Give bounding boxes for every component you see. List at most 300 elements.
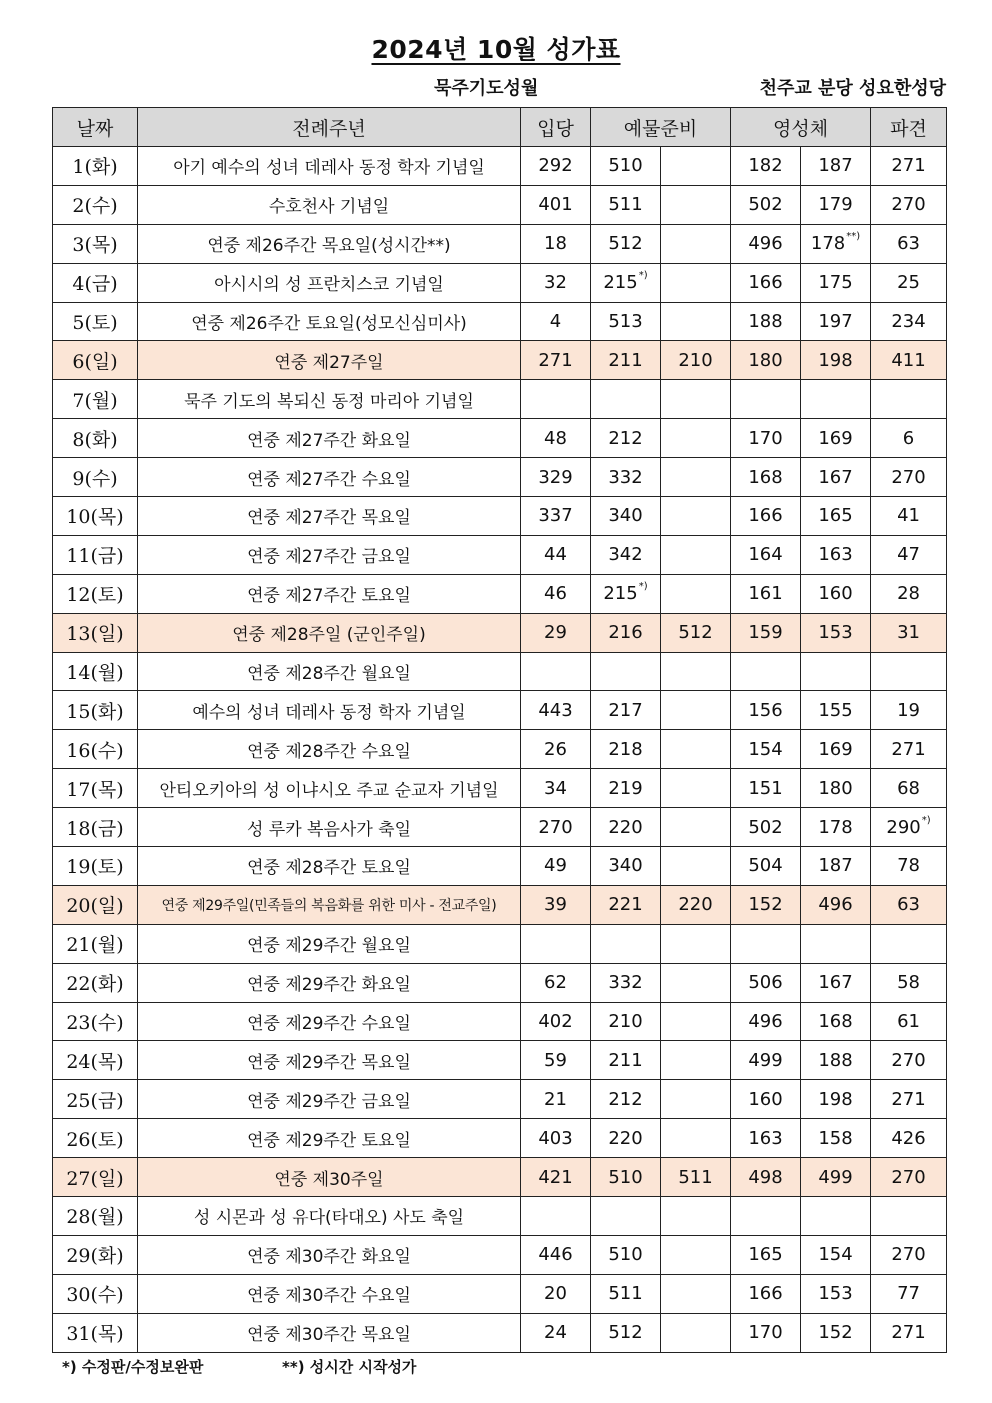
date-cell [53,535,138,574]
offertory-hymn-cell [591,1235,661,1274]
liturgy-value: 연중 제29주간 수요일 [247,1014,411,1035]
dismissal-hymn-cell [871,1158,947,1197]
communion-hymn-2-cell [801,1197,871,1236]
communion-hymn-value: 496 [748,1011,783,1033]
offertory-hymn-cell [591,458,661,497]
communion-hymn-value: 166 [748,272,783,294]
date-value: 10(목) [66,506,124,529]
communion-hymn-2-cell [801,924,871,963]
dismissal-hymn-value: 290 [886,816,921,838]
communion-hymn-2-value: 169 [818,427,853,449]
communion-hymn-value: 504 [748,855,783,877]
liturgy-value: 연중 제29주간 목요일 [247,1052,411,1073]
communion-hymn-cell [731,1041,801,1080]
offertory-hymn-cell [591,924,661,963]
entrance-hymn-value: 39 [544,894,567,916]
parish-name: 천주교 분당 성요한성당 [759,78,946,99]
communion-hymn-2-cell [801,808,871,847]
offertory-hymn-cell [591,380,661,419]
dismissal-hymn-cell [871,1002,947,1041]
offertory-hymn-value: 511 [608,194,643,216]
liturgy-value: 연중 제28주간 수요일 [247,741,411,762]
communion-hymn-2-cell [801,613,871,652]
dismissal-hymn-cell [871,380,947,419]
offertory-hymn-value: 211 [608,349,643,371]
footnote-revised: *) 수정판/수정보완판 [62,1358,204,1376]
date-value: 18(금) [66,817,124,840]
communion-hymn-2-cell [801,1158,871,1197]
liturgy-value: 연중 제27주간 토요일 [247,586,411,607]
liturgy-cell [138,574,521,613]
communion-hymn-cell [731,1158,801,1197]
communion-hymn-2-cell [801,1119,871,1158]
offertory-hymn-cell [591,263,661,302]
entrance-hymn-cell [521,652,591,691]
dismissal-hymn-value: 28 [897,583,920,605]
offertory-hymn-value: 513 [608,311,643,332]
entrance-hymn-value: 46 [544,583,567,605]
communion-hymn-2-value: 197 [818,311,853,332]
offertory-hymn-2-cell [661,1197,731,1236]
table-row [53,185,947,224]
communion-hymn-2-cell [801,574,871,613]
communion-hymn-cell [731,1235,801,1274]
date-value: 8(화) [72,428,118,451]
dismissal-hymn-cell [871,1313,947,1352]
offertory-hymn-2-cell [661,1158,731,1197]
date-value: 28(월) [66,1206,124,1229]
date-value: 22(화) [66,973,124,996]
liturgy-cell [138,341,521,380]
communion-hymn-2-value: 198 [818,349,853,371]
entrance-hymn-value: 48 [544,427,567,449]
header-entrance: 입당 [521,108,591,147]
communion-hymn-2-value: 160 [818,583,853,605]
communion-hymn-cell [731,1002,801,1041]
liturgy-cell [138,730,521,769]
header-offertory: 예물준비 [591,108,731,147]
title-text: 2024년 10월 성가표 [371,35,621,64]
entrance-hymn-cell [521,1235,591,1274]
offertory-hymn-cell [591,419,661,458]
table-row [53,224,947,263]
date-cell [53,574,138,613]
dismissal-hymn-value: 270 [891,1049,926,1071]
communion-hymn-cell [731,691,801,730]
entrance-hymn-value: 271 [538,349,573,371]
liturgy-cell [138,263,521,302]
offertory-hymn-2-cell [661,924,731,963]
date-value: 9(수) [72,467,118,490]
liturgy-cell [138,924,521,963]
offertory-hymn-value: 220 [608,816,643,838]
date-cell [53,185,138,224]
offertory-hymn-2-cell [661,847,731,886]
offertory-hymn-cell [591,1041,661,1080]
date-cell [53,847,138,886]
liturgy-value: 연중 제28주간 월요일 [247,664,411,685]
communion-hymn-2-cell [801,769,871,808]
communion-hymn-2-cell [801,885,871,924]
date-cell [53,1041,138,1080]
offertory-hymn-2-cell [661,147,731,186]
table-row [53,769,947,808]
offertory-hymn-value: 332 [608,466,643,488]
entrance-hymn-value: 29 [544,622,567,644]
footnote-mark: *) [921,814,931,826]
date-value: 21(월) [66,934,124,957]
liturgy-value: 연중 제26주간 토요일(성모신심미사) [191,314,467,334]
communion-hymn-2-cell [801,963,871,1002]
date-value: 23(수) [66,1012,124,1035]
offertory-hymn-2-cell [661,535,731,574]
liturgy-cell [138,1235,521,1274]
communion-hymn-2-value: 188 [818,1049,853,1071]
dismissal-hymn-cell [871,1041,947,1080]
date-cell [53,147,138,186]
dismissal-hymn-cell [871,808,947,847]
dismissal-hymn-value: 77 [897,1283,920,1305]
communion-hymn-2-cell [801,730,871,769]
liturgy-value: 연중 제30주일 [274,1169,384,1190]
table-row [53,1041,947,1080]
communion-hymn-2-value: 175 [818,272,853,294]
date-cell [53,885,138,924]
table-row [53,808,947,847]
dismissal-hymn-value: 6 [902,427,915,449]
liturgy-cell [138,1080,521,1119]
liturgy-value: 연중 제29주간 화요일 [247,975,411,996]
entrance-hymn-value: 34 [544,777,567,799]
date-cell [53,458,138,497]
communion-hymn-2-cell [801,497,871,536]
offertory-hymn-cell [591,1274,661,1313]
entrance-hymn-cell [521,1080,591,1119]
communion-hymn-2-cell [801,341,871,380]
communion-hymn-2-cell [801,263,871,302]
offertory-hymn-2-value: 512 [678,622,713,644]
liturgy-cell [138,458,521,497]
offertory-hymn-cell [591,885,661,924]
communion-hymn-2-cell [801,185,871,224]
offertory-hymn-value: 219 [608,777,643,799]
entrance-hymn-value: 270 [538,816,573,838]
date-cell [53,224,138,263]
entrance-hymn-value: 337 [538,505,573,527]
dismissal-hymn-value: 68 [897,777,920,799]
date-value: 27(일) [66,1167,124,1190]
entrance-hymn-value: 401 [538,194,573,216]
communion-hymn-value: 159 [748,622,783,644]
offertory-hymn-2-cell [661,380,731,419]
offertory-hymn-cell [591,769,661,808]
communion-hymn-cell [731,380,801,419]
communion-hymn-cell [731,1313,801,1352]
communion-hymn-2-value: 167 [818,466,853,488]
entrance-hymn-cell [521,924,591,963]
dismissal-hymn-value: 270 [891,1166,926,1188]
communion-hymn-value: 499 [748,1049,783,1071]
offertory-hymn-cell [591,730,661,769]
offertory-hymn-2-cell [661,224,731,263]
entrance-hymn-value: 21 [544,1088,567,1110]
entrance-hymn-cell [521,769,591,808]
communion-hymn-2-cell [801,224,871,263]
liturgy-value: 예수의 성녀 데레사 동정 학자 기념일 [192,702,466,723]
offertory-hymn-cell [591,1080,661,1119]
offertory-hymn-2-cell [661,1313,731,1352]
table-row [53,574,947,613]
communion-hymn-2-cell [801,147,871,186]
dismissal-hymn-cell [871,613,947,652]
table-row [53,885,947,924]
communion-hymn-cell [731,185,801,224]
dismissal-hymn-value: 271 [891,1322,926,1344]
liturgy-value: 연중 제29주간 토요일 [247,1130,411,1151]
communion-hymn-2-cell [801,652,871,691]
liturgy-value: 묵주 기도의 복되신 동정 마리아 기념일 [184,391,474,412]
entrance-hymn-cell [521,147,591,186]
offertory-hymn-value: 220 [608,1127,643,1149]
offertory-hymn-value: 215 [603,583,638,605]
offertory-hymn-2-cell [661,1119,731,1158]
date-cell [53,1274,138,1313]
dismissal-hymn-value: 63 [897,894,920,916]
date-cell [53,924,138,963]
date-cell [53,263,138,302]
table-body [53,147,947,1353]
dismissal-hymn-cell [871,885,947,924]
communion-hymn-cell [731,535,801,574]
date-value: 6(일) [72,350,118,373]
communion-hymn-value: 168 [748,466,783,488]
date-value: 29(화) [66,1245,124,1268]
communion-hymn-value: 152 [748,894,783,916]
entrance-hymn-cell [521,185,591,224]
offertory-hymn-2-cell [661,808,731,847]
footnote-holy-hour: **) 성시간 시작성가 [282,1358,417,1376]
offertory-hymn-cell [591,1002,661,1041]
communion-hymn-value: 165 [748,1244,783,1266]
table-row [53,847,947,886]
communion-hymn-value: 188 [748,311,783,332]
entrance-hymn-value: 62 [544,972,567,994]
communion-hymn-2-cell [801,1080,871,1119]
offertory-hymn-value: 216 [608,622,643,644]
dismissal-hymn-value: 411 [891,349,926,371]
date-value: 13(일) [66,623,124,646]
table-row [53,1080,947,1119]
liturgy-value: 연중 제27주간 화요일 [247,430,411,451]
liturgy-cell [138,535,521,574]
offertory-hymn-cell [591,497,661,536]
entrance-hymn-value: 329 [538,466,573,488]
date-cell [53,1002,138,1041]
communion-hymn-2-cell [801,380,871,419]
communion-hymn-cell [731,1197,801,1236]
offertory-hymn-cell [591,963,661,1002]
communion-hymn-2-value: 187 [818,155,853,177]
dismissal-hymn-cell [871,535,947,574]
offertory-hymn-value: 215 [603,272,638,294]
communion-hymn-value: 151 [748,777,783,799]
dismissal-hymn-value: 63 [897,233,920,255]
entrance-hymn-cell [521,1002,591,1041]
dismissal-hymn-value: 271 [891,155,926,177]
liturgy-value: 연중 제30주간 수요일 [247,1286,411,1307]
communion-hymn-2-value: 168 [818,1011,853,1033]
date-value: 2(수) [72,195,118,218]
offertory-hymn-cell [591,1197,661,1236]
offertory-hymn-2-cell [661,341,731,380]
dismissal-hymn-value: 31 [897,622,920,644]
liturgy-value: 수호천사 기념일 [268,197,390,218]
offertory-hymn-value: 210 [608,1011,643,1033]
communion-hymn-cell [731,769,801,808]
date-cell [53,691,138,730]
entrance-hymn-cell [521,380,591,419]
date-cell [53,730,138,769]
communion-hymn-cell [731,497,801,536]
communion-hymn-value: 180 [748,349,783,371]
dismissal-hymn-value: 19 [897,699,920,721]
communion-hymn-cell [731,341,801,380]
offertory-hymn-value: 340 [608,855,643,877]
date-value: 17(목) [66,778,124,801]
offertory-hymn-cell [591,147,661,186]
offertory-hymn-cell [591,691,661,730]
communion-hymn-cell [731,924,801,963]
header-date: 날짜 [53,108,138,147]
communion-hymn-cell [731,1119,801,1158]
communion-hymn-value: 502 [748,816,783,838]
liturgy-cell [138,1197,521,1236]
communion-hymn-2-cell [801,1274,871,1313]
entrance-hymn-cell [521,224,591,263]
dismissal-hymn-value: 41 [897,505,920,527]
offertory-hymn-2-value: 220 [678,894,713,916]
date-value: 30(수) [66,1284,124,1307]
dismissal-hymn-cell [871,847,947,886]
table-row [53,924,947,963]
offertory-hymn-cell [591,847,661,886]
communion-hymn-cell [731,652,801,691]
liturgy-value: 연중 제27주일 [274,352,384,373]
dismissal-hymn-value: 234 [891,311,926,332]
offertory-hymn-2-cell [661,885,731,924]
liturgy-value: 연중 제29주일(민족들의 복음화를 위한 미사 - 전교주일) [161,897,497,914]
communion-hymn-cell [731,808,801,847]
liturgy-value: 성 루카 복음사가 축일 [246,819,411,840]
offertory-hymn-2-cell [661,613,731,652]
date-cell [53,963,138,1002]
dismissal-hymn-value: 78 [897,855,920,877]
offertory-hymn-cell [591,574,661,613]
entrance-hymn-cell [521,497,591,536]
liturgy-value: 연중 제29주간 금요일 [247,1091,411,1112]
entrance-hymn-value: 421 [538,1166,573,1188]
liturgy-value: 연중 제26주간 목요일(성시간**) [207,236,451,257]
offertory-hymn-2-cell [661,1080,731,1119]
entrance-hymn-cell [521,535,591,574]
table-row [53,1313,947,1352]
communion-hymn-2-cell [801,847,871,886]
communion-hymn-value: 506 [748,972,783,994]
table-row [53,963,947,1002]
dismissal-hymn-value: 47 [897,544,920,566]
page-title [0,30,992,66]
date-value: 12(토) [66,584,124,607]
offertory-hymn-2-cell [661,497,731,536]
date-value: 25(금) [66,1089,124,1112]
date-value: 31(목) [66,1323,124,1346]
communion-hymn-2-value: 167 [818,972,853,994]
dismissal-hymn-value: 61 [897,1011,920,1033]
footnote-mark: **) [846,231,861,243]
communion-hymn-cell [731,1080,801,1119]
entrance-hymn-cell [521,963,591,1002]
offertory-hymn-value: 511 [608,1283,643,1305]
communion-hymn-value: 170 [748,427,783,449]
offertory-hymn-2-cell [661,1041,731,1080]
offertory-hymn-2-cell [661,185,731,224]
offertory-hymn-cell [591,341,661,380]
offertory-hymn-value: 212 [608,1088,643,1110]
communion-hymn-2-value: 496 [818,894,853,916]
offertory-hymn-2-value: 210 [678,349,713,371]
communion-hymn-2-value: 165 [818,505,853,527]
date-value: 26(토) [66,1128,124,1151]
dismissal-hymn-cell [871,1197,947,1236]
liturgy-cell [138,380,521,419]
date-value: 24(목) [66,1050,124,1073]
liturgy-value: 연중 제28주일 (군인주일) [232,625,426,646]
entrance-hymn-value: 20 [544,1283,567,1305]
liturgy-cell [138,185,521,224]
offertory-hymn-value: 512 [608,233,643,255]
communion-hymn-2-cell [801,458,871,497]
table-row [53,652,947,691]
dismissal-hymn-value: 271 [891,738,926,760]
dismissal-hymn-value: 270 [891,1244,926,1266]
offertory-hymn-2-value: 511 [678,1166,713,1188]
table-row [53,302,947,341]
communion-hymn-2-value: 154 [818,1244,853,1266]
communion-hymn-cell [731,574,801,613]
dismissal-hymn-cell [871,1274,947,1313]
communion-hymn-2-cell [801,1041,871,1080]
dismissal-hymn-cell [871,497,947,536]
communion-hymn-value: 164 [748,544,783,566]
communion-hymn-value: 182 [748,155,783,177]
footnote-mark: *) [638,581,648,593]
liturgy-cell [138,847,521,886]
communion-hymn-cell [731,730,801,769]
offertory-hymn-2-cell [661,1002,731,1041]
offertory-hymn-2-cell [661,963,731,1002]
entrance-hymn-value: 49 [544,855,567,877]
entrance-hymn-cell [521,808,591,847]
dismissal-hymn-cell [871,263,947,302]
offertory-hymn-2-cell [661,1274,731,1313]
offertory-hymn-cell [591,224,661,263]
date-value: 20(일) [66,895,124,918]
offertory-hymn-cell [591,1158,661,1197]
date-cell [53,1158,138,1197]
date-cell [53,1197,138,1236]
communion-hymn-2-cell [801,535,871,574]
offertory-hymn-cell [591,613,661,652]
